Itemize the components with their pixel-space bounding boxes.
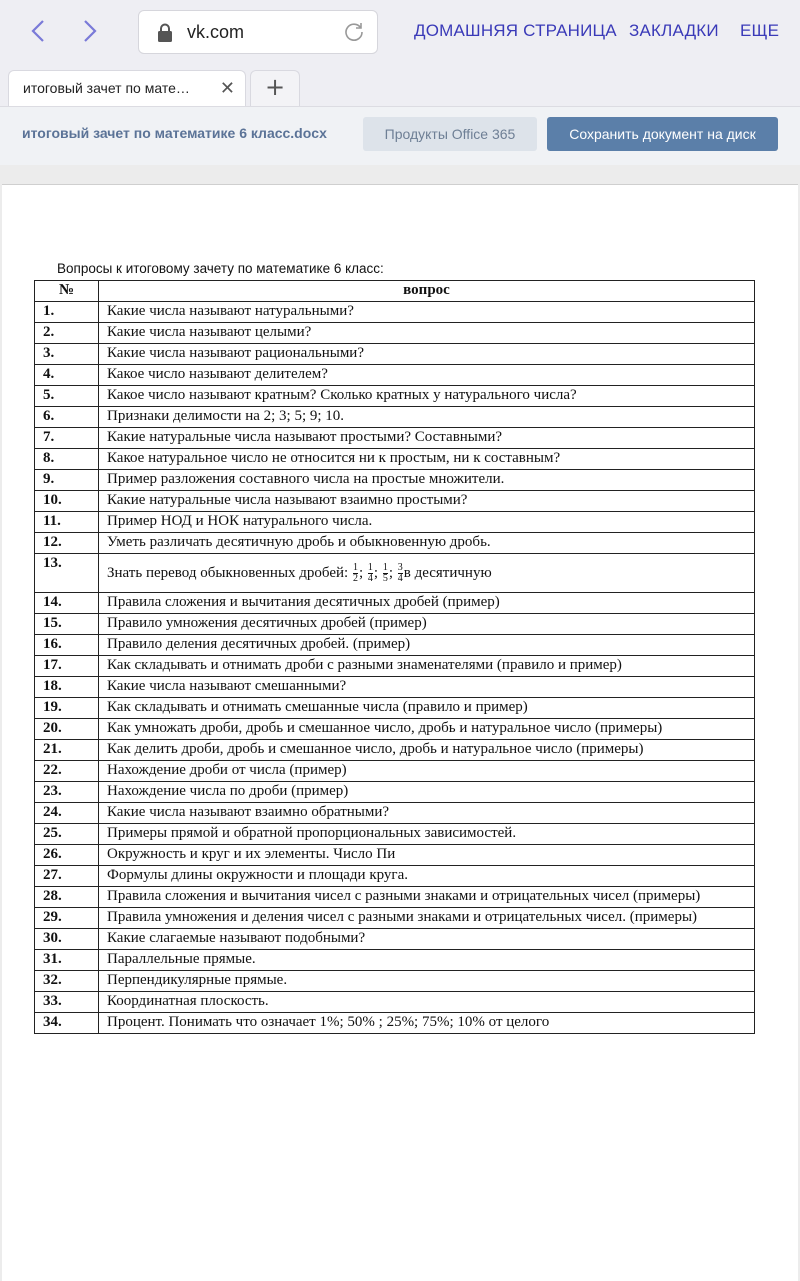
question-number: 24.: [35, 803, 99, 824]
question-number: 12.: [35, 533, 99, 554]
question-text: Какие натуральные числа называют простыми? Составными?: [99, 428, 755, 449]
question-number: 9.: [35, 470, 99, 491]
fraction: [383, 563, 388, 584]
question-number: 13.: [35, 554, 99, 593]
question-text: Нахождение числа по дроби (пример): [99, 782, 755, 803]
question-text: Правила сложения и вычитания чисел с разными знаками и отрицательных чисел (примеры): [99, 887, 755, 908]
lock-icon: [157, 23, 173, 43]
question-number: 34.: [35, 1013, 99, 1034]
question-text: Правила сложения и вычитания десятичных дробей (пример): [99, 593, 755, 614]
table-row: [35, 740, 755, 761]
table-row: [35, 656, 755, 677]
question-text: Правило деления десятичных дробей. (пример): [99, 635, 755, 656]
bookmarks-link[interactable]: ЗАКЛАДКИ: [629, 21, 719, 40]
save-to-disk-button[interactable]: Сохранить документ на диск: [547, 117, 778, 151]
question-text: Координатная плоскость.: [99, 992, 755, 1013]
fraction: [353, 563, 358, 584]
question-number: 27.: [35, 866, 99, 887]
question-text: Какие числа называют рациональными?: [99, 344, 755, 365]
table-row: [35, 782, 755, 803]
question-text: Какие слагаемые называют подобными?: [99, 929, 755, 950]
table-row: [35, 929, 755, 950]
question-text: Какое натуральное число не относится ни к простым, ни к составным?: [99, 449, 755, 470]
document-header: [0, 106, 800, 165]
table-row: [35, 593, 755, 614]
question-text: Примеры прямой и обратной пропорциональных зависимостей.: [99, 824, 755, 845]
question-number: 23.: [35, 782, 99, 803]
table-row: [35, 407, 755, 428]
question-number: 6.: [35, 407, 99, 428]
question-number: 30.: [35, 929, 99, 950]
table-row: [35, 512, 755, 533]
question-number: 20.: [35, 719, 99, 740]
question-text: Окружность и круг и их элементы. Число Пи: [99, 845, 755, 866]
back-button[interactable]: [24, 18, 52, 46]
table-row: [35, 866, 755, 887]
question-text: Пример НОД и НОК натурального числа.: [99, 512, 755, 533]
document-heading: Вопросы к итоговому зачету по математике 6 класс:: [57, 261, 384, 276]
table-row: [35, 950, 755, 971]
table-row: [35, 1013, 755, 1034]
question-number: 3.: [35, 344, 99, 365]
table-row: [35, 824, 755, 845]
more-link[interactable]: ЕЩЕ: [740, 21, 780, 40]
question-number: 19.: [35, 698, 99, 719]
table-row: [35, 302, 755, 323]
question-number: 8.: [35, 449, 99, 470]
fraction: [398, 563, 403, 584]
table-row: [35, 344, 755, 365]
question-text: Правила умножения и деления чисел с разными знаками и отрицательных чисел. (примеры): [99, 908, 755, 929]
question-number: 16.: [35, 635, 99, 656]
question-text: Какие числа называют взаимно обратными?: [99, 803, 755, 824]
fraction-denominator: 4: [367, 572, 373, 584]
fraction: [368, 563, 373, 584]
table-row: [35, 533, 755, 554]
fraction-numerator: 3: [397, 561, 403, 573]
fraction-numerator: 1: [352, 561, 358, 573]
office-products-button[interactable]: Продукты Office 365: [363, 117, 537, 151]
table-row: [35, 845, 755, 866]
tab-document[interactable]: [8, 70, 246, 106]
question-text-tail: в десятичную: [403, 564, 492, 581]
chevron-right-icon: [80, 18, 100, 44]
table-row: [35, 635, 755, 656]
question-text: Нахождение дроби от числа (пример): [99, 761, 755, 782]
table-row: [35, 971, 755, 992]
question-text: Параллельные прямые.: [99, 950, 755, 971]
home-page-link[interactable]: ДОМАШНЯЯ СТРАНИЦА: [414, 21, 617, 40]
table-row: [35, 677, 755, 698]
column-question-header: вопрос: [99, 281, 755, 302]
table-row: [35, 554, 755, 593]
question-number: 21.: [35, 740, 99, 761]
table-row: [35, 698, 755, 719]
question-text: Как складывать и отнимать смешанные числа (правило и пример): [99, 698, 755, 719]
fraction-numerator: 1: [382, 561, 388, 573]
question-number: 33.: [35, 992, 99, 1013]
question-text: Формулы длины окружности и площади круга.: [99, 866, 755, 887]
question-text: Какие числа называют натуральными?: [99, 302, 755, 323]
table-row: [35, 470, 755, 491]
fraction-denominator: 5: [382, 572, 388, 584]
browser-toolbar: [0, 0, 800, 66]
question-number: 31.: [35, 950, 99, 971]
new-tab-button[interactable]: +: [250, 70, 300, 106]
question-text: Знать перевод обыкновенных дробей: $\frac{1}{2}$ ; $\frac{1}{4}$ ; $\frac{1}{5}$ ; $\frac{3}{4}$ в десятичную: [99, 554, 755, 593]
question-number: 7.: [35, 428, 99, 449]
question-text: Какие числа называют смешанными?: [99, 677, 755, 698]
question-text: Процент. Понимать что означает 1%; 50% ; 25%; 75%; 10% от целого: [99, 1013, 755, 1034]
question-number: 26.: [35, 845, 99, 866]
question-text-main: Знать перевод обыкновенных дробей:: [107, 564, 349, 581]
question-text: Уметь различать десятичную дробь и обыкновенную дробь.: [99, 533, 755, 554]
question-number: 29.: [35, 908, 99, 929]
question-number: 11.: [35, 512, 99, 533]
forward-button[interactable]: [76, 18, 104, 46]
reload-icon[interactable]: [343, 21, 365, 43]
table-row: [35, 719, 755, 740]
close-icon[interactable]: ✕: [219, 78, 235, 99]
question-number: 15.: [35, 614, 99, 635]
question-text: Какие натуральные числа называют взаимно простыми?: [99, 491, 755, 512]
question-text: Признаки делимости на 2; 3; 5; 9; 10.: [99, 407, 755, 428]
tab-strip: [0, 66, 800, 106]
question-text: Как складывать и отнимать дроби с разными знаменателями (правило и пример): [99, 656, 755, 677]
table-header-row: [35, 281, 755, 302]
fraction-numerator: 1: [367, 561, 373, 573]
fraction-denominator: 2: [352, 572, 358, 584]
table-row: [35, 323, 755, 344]
questions-table: [34, 280, 755, 1034]
table-body: [35, 302, 755, 1034]
table-row: [35, 428, 755, 449]
question-number: 22.: [35, 761, 99, 782]
url-text: vk.com: [187, 22, 245, 42]
question-text: Как делить дроби, дробь и смешанное число, дробь и натуральное число (примеры): [99, 740, 755, 761]
table-row: [35, 365, 755, 386]
address-bar[interactable]: [138, 10, 378, 54]
question-number: 32.: [35, 971, 99, 992]
table-row: [35, 887, 755, 908]
question-number: 25.: [35, 824, 99, 845]
question-number: 14.: [35, 593, 99, 614]
question-number: 28.: [35, 887, 99, 908]
table-row: [35, 449, 755, 470]
tab-title: итоговый зачет по мате…: [23, 80, 190, 96]
question-text: Правило умножения десятичных дробей (пример): [99, 614, 755, 635]
question-number: 5.: [35, 386, 99, 407]
question-number: 18.: [35, 677, 99, 698]
table-row: [35, 614, 755, 635]
document-page: [2, 184, 798, 1281]
question-number: 10.: [35, 491, 99, 512]
question-text: Какое число называют делителем?: [99, 365, 755, 386]
chevron-left-icon: [28, 18, 48, 44]
question-number: 2.: [35, 323, 99, 344]
question-number: 1.: [35, 302, 99, 323]
table-row: [35, 386, 755, 407]
question-text: Как умножать дроби, дробь и смешанное число, дробь и натуральное число (примеры): [99, 719, 755, 740]
question-text: Какие числа называют целыми?: [99, 323, 755, 344]
table-row: [35, 803, 755, 824]
question-text: Пример разложения составного числа на простые множители.: [99, 470, 755, 491]
question-text: Перпендикулярные прямые.: [99, 971, 755, 992]
question-number: 4.: [35, 365, 99, 386]
question-text: Какое число называют кратным? Сколько кратных у натурального числа?: [99, 386, 755, 407]
document-filename: итоговый зачет по математике 6 класс.docx: [22, 125, 327, 141]
table-row: [35, 491, 755, 512]
question-number: 17.: [35, 656, 99, 677]
table-row: [35, 908, 755, 929]
fraction-denominator: 4: [397, 572, 403, 584]
column-number-header: №: [35, 281, 99, 302]
table-row: [35, 761, 755, 782]
table-row: [35, 992, 755, 1013]
